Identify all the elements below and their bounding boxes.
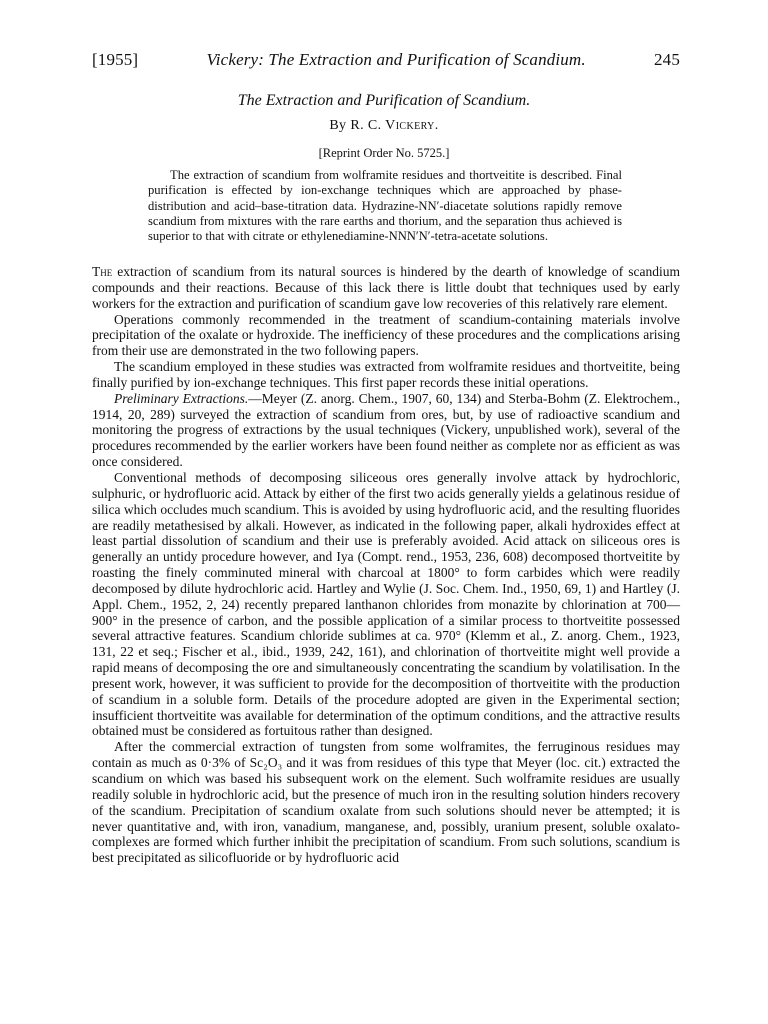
page-number: 245 [654,50,680,69]
reprint-order: [Reprint Order No. 5725.] [318,146,450,160]
drop-word: The [92,264,113,279]
header-year: [1955] [92,50,139,69]
paragraph-preliminary [92,391,680,470]
running-header [92,50,680,70]
article-title: The Extraction and Purification of Scandium. [237,92,531,109]
section-heading: Preliminary Extractions. [114,390,249,406]
paragraph-intro [92,264,680,312]
paragraph-preliminary-text: —Meyer (Z. anorg. Chem., 1907, 60, 134) and Sterba-Bohm (Z. Elektrochem., 1914, 20, 289) surveyed the extraction of scandium from ores, but, by use of radioactive scandium and monitoring the progress of extractions by the usual techniques (Vickery, unpublished work), several of the procedures recommended by the earlier workers have been found neither as complete nor as efficient as was once considered. [92,390,680,470]
article-body [92,264,680,866]
abstract: The extraction of scandium from wolframite residues and thortveitite is described. Final purification is effected by ion-exchange techniques which are approached by phase-distribution and acid–base-titration data. Hydrazine-NN′-diacetate solutions rapidly remove scandium from mixtures with the rare earths and thorium, and the separation thus achieved is superior to that with citrate or ethylenediamine-NNN′N′-tetra-acetate solutions. [148,168,622,244]
paragraph-scandium-employed: The scandium employed in these studies was extracted from wolframite residues and thortveitite, being finally purified by ion-exchange techniques. This first paper records these initial operations. [92,359,680,390]
paragraph-operations: Operations commonly recommended in the treatment of scandium-containing materials involve precipitation of the oxalate or hydroxide. The inefficiency of these procedures and the complications arising from their use are demonstrated in the two following papers. [92,311,680,359]
author-name: R. C. Vickery. [350,118,439,133]
paragraph-conventional-methods: Conventional methods of decomposing siliceous ores generally involve attack by hydrochloric, sulphuric, or hydrofluoric acid. Attack by either of the first two acids generally yields a gelatinous residue of silica which occludes much scandium. This is avoided by using hydrofluoric acid, and the resulting fluorides are readily metathesised by alkali. However, as indicated in the following paper, alkali hydroxides effect at least partial dissolution of scandium and their use is preferably avoided. Acid attack on siliceous ores is generally an untidy procedure however, and Iya (Compt. rend., 1953, 236, 608) decomposed thortveitite by roasting the finely comminuted mineral with charcoal at 1800° to form carbides which were readily decomposed by dilute hydrochloric acid. Hartley and Wylie (J. Soc. Chem. Ind., 1950, 69, 1) and Hartley (J. Appl. Chem., 1952, 2, 24) recently prepared lanthanon chlorides from monazite by chlorination at 700—900° in the presence of carbon, and the possible application of a similar process to thortveitite possessed several attractive features. Scandium chloride sublimes at ca. 970° (Klemm et al., Z. anorg. Chem., 1923, 131, 22 et seq.; Fischer et al., ibid., 1939, 242, 161), and chlorination of thortveitite might well provide a rapid means of decomposing the ore and simultaneously concentrating the scandium by volatilisation. In the present work, however, it was sufficient to provide for the decomposition of thortveitite with the production of scandium in a soluble form. Details of the procedure adopted are given in the Experimental section; insufficient thortveitite was available for determination of the optimum conditions, and the attractive results obtained must be considered as fortuitous rather than designed. [92,469,680,739]
byline-prefix: By [329,118,347,133]
paragraph-intro-text: extraction of scandium from its natural sources is hindered by the dearth of knowledge of scandium compounds and their reactions. Because of this lack there is little doubt that techniques used by early workers for the extraction and purification of scandium gave low recoveries of this relatively rare element. [92,264,680,311]
paragraph-wolframite: After the commercial extraction of tungsten from some wolframites, the ferruginous residues may contain as much as 0·3% of Sc₂O₃ and it was from residues of this type that Meyer (loc. cit.) extracted the scandium on which was based his subsequent work on the element. Such wolframite residues are usually readily soluble in hydrochloric acid, but the presence of much iron in the resulting solution hinders recovery of the scandium. Precipitation of scandium oxalate from such solutions should never be attempted; it is never quantitative and, with iron, vanadium, manganese, and, possibly, uranium present, soluble oxalato-complexes are formed which further inhibit the precipitation of scandium. From such solutions, scandium is best precipitated as silicofluoride or by hydrofluoric acid [92,739,680,866]
byline [0,118,768,134]
header-title: Vickery: The Extraction and Purification of Scandium. [206,50,586,69]
